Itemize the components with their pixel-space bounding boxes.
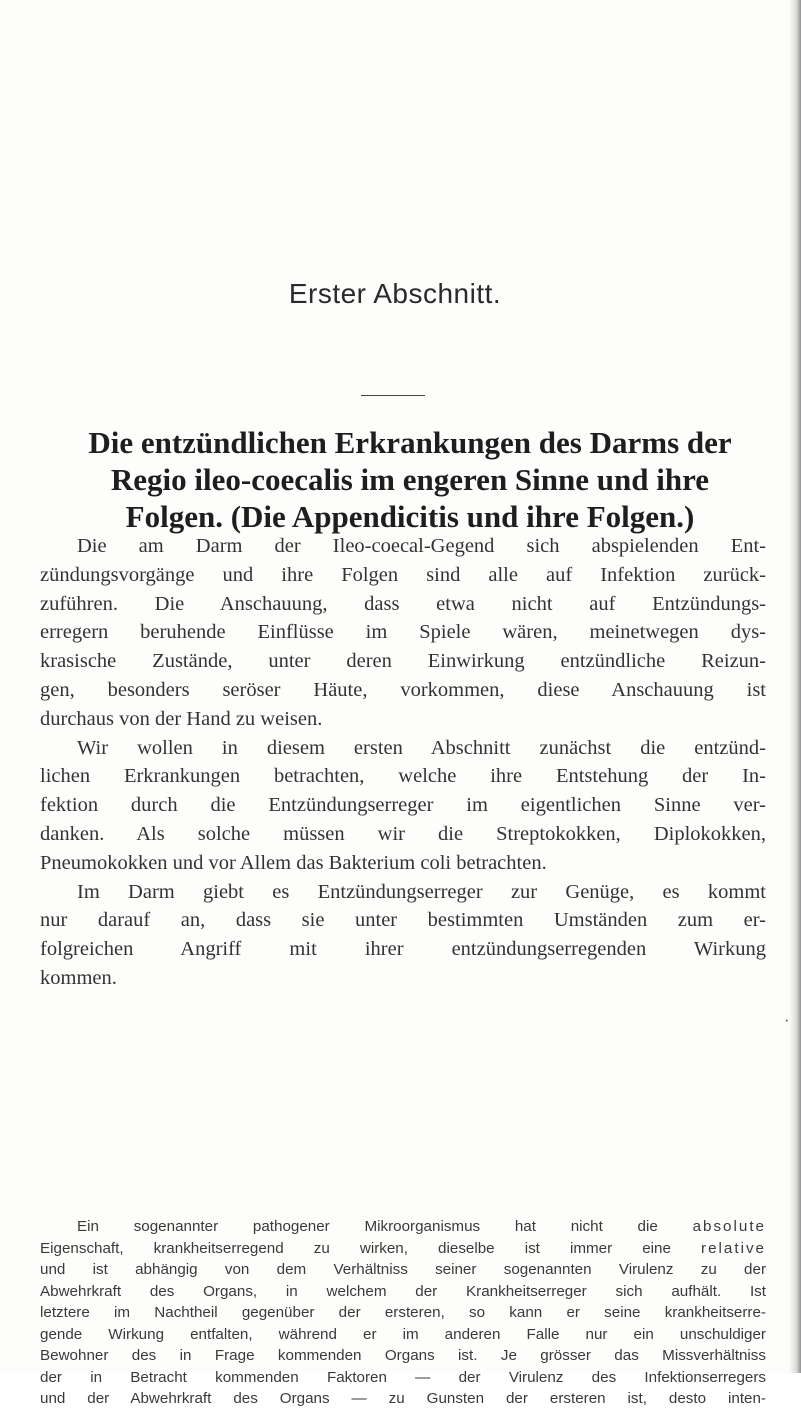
text-segment: Ein sogenannter pathogener Mikroorganismus hat nicht die: [77, 1218, 658, 1235]
text-line: erregern beruhende Einflüsse im Spiele wären, meinetwegen dys-: [40, 621, 766, 644]
text-line: Wir wollen in diesem ersten Abschnitt zunächst die entzünd-: [77, 736, 766, 759]
chapter-heading-line: Regio ileo-coecalis im engeren Sinne und ihre: [110, 462, 710, 497]
text-line: kommen.: [40, 966, 117, 989]
text-line: [40, 1238, 766, 1260]
section-title: Erster Abschnitt.: [288, 278, 502, 309]
text-line: Abwehrkraft des Organs, in welchem der Krankheitserreger sich aufhält. Ist: [40, 1282, 766, 1300]
chapter-heading: [40, 424, 780, 535]
text-line: zuführen. Die Anschauung, dass etwa nicht auf Entzündungs-: [40, 592, 766, 615]
text-line: fektion durch die Entzündungserreger im eigentlichen Sinne ver-: [40, 794, 766, 817]
text-line: Die am Darm der Ileo-coecal-Gegend sich abspielenden Ent-: [77, 535, 766, 557]
text-line: gende Wirkung entfalten, während er im anderen Falle nur ein unschuldiger: [40, 1325, 766, 1343]
text-line: der in Betracht kommenden Faktoren — der Virulenz des Infektionserregers: [40, 1368, 766, 1386]
text-line: krasische Zustände, unter deren Einwirkung entzündliche Reizun-: [40, 650, 766, 673]
text-segment: Eigenschaft, krankheitserregend zu wirken, dieselbe ist immer eine: [40, 1239, 671, 1257]
text-line: lichen Erkrankungen betrachten, welche ihre Entstehung der In-: [40, 765, 766, 788]
main-text: [40, 532, 766, 993]
page-edge-shadow: [789, 0, 801, 1373]
text-line: gen, besonders seröser Häute, vorkommen, diese Anschauung ist: [40, 678, 766, 701]
note-text: [40, 1216, 766, 1410]
chapter-heading-line: Die entzündlichen Erkrankungen des Darms der: [88, 425, 732, 460]
text-line: danken. Als solche müssen wir die Streptokokken, Diplokokken,: [40, 822, 766, 845]
text-line: [40, 1216, 766, 1238]
text-line: zündungsvorgänge und ihre Folgen sind alle auf Infektion zurück-: [40, 563, 766, 586]
emphasis-relative: relative: [701, 1239, 766, 1257]
text-line: und ist abhängig von dem Verhältniss seiner sogenannten Virulenz zu der: [40, 1261, 766, 1278]
margin-mark: ·: [784, 1013, 790, 1030]
text-line: Im Darm giebt es Entzündungserreger zur Genüge, es kommt: [77, 880, 766, 903]
text-line: und der Abwehrkraft des Organs — zu Gunsten der ersteren ist, desto inten-: [40, 1390, 766, 1407]
title-divider: [361, 395, 425, 396]
text-line: Bewohner des in Frage kommenden Organs ist. Je grösser das Missverhältniss: [40, 1347, 766, 1364]
chapter-heading-line: Folgen. (Die Appendicitis und ihre Folgen.): [125, 499, 695, 534]
text-line: folgreichen Angriff mit ihrer entzündungserregenden Wirkung: [40, 938, 766, 961]
text-line: Pneumokokken und vor Allem das Bakterium coli betrachten.: [40, 851, 547, 874]
text-line: durchaus von der Hand zu weisen.: [40, 707, 323, 730]
emphasis-absolute: absolute: [692, 1218, 766, 1235]
text-line: nur darauf an, dass sie unter bestimmten Umständen zum er-: [40, 909, 766, 932]
text-line: letztere im Nachtheil gegenüber der ersteren, so kann er seine krankheitserre-: [40, 1304, 766, 1321]
